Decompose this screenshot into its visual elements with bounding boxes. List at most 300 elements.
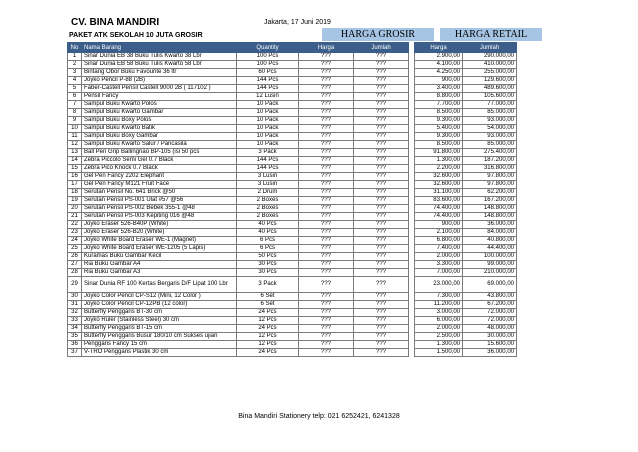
item-name: Serutan Pensil No. 641 Brick @50 [82, 189, 237, 197]
wholesale-total: ??? [354, 173, 409, 181]
header-wholesale-total: Jumlah [354, 43, 409, 53]
wholesale-total: ??? [354, 261, 409, 269]
table-row [68, 85, 517, 93]
retail-price: 4.100,00 [415, 61, 463, 69]
wholesale-total: ??? [354, 133, 409, 141]
table-row [68, 349, 517, 357]
wholesale-total: ??? [354, 317, 409, 325]
table-row [68, 253, 517, 261]
retail-total: 77.000,00 [463, 101, 517, 109]
table-row [68, 157, 517, 165]
item-quantity: 10 Pack [237, 117, 299, 125]
item-name: V-TRO Penggaris Plastik 30 cm [82, 349, 237, 357]
document-date: Jakarta, 17 Juni 2019 [264, 19, 331, 26]
retail-total: 44.400,00 [463, 245, 517, 253]
table-row [68, 309, 517, 317]
wholesale-total: ??? [354, 61, 409, 69]
retail-price: 32.600,00 [415, 181, 463, 189]
row-number: 11 [68, 133, 82, 141]
item-quantity: 144 Pcs [237, 85, 299, 93]
item-quantity: 100 Pcs [237, 61, 299, 69]
wholesale-price: ??? [299, 301, 354, 309]
retail-total: 255.000,00 [463, 69, 517, 77]
retail-price: 3.000,00 [415, 309, 463, 317]
row-number: 31 [68, 301, 82, 309]
wholesale-total: ??? [354, 253, 409, 261]
header-retail-total: Jumlah [463, 43, 517, 53]
retail-total: 167.200,00 [463, 197, 517, 205]
wholesale-price: ??? [299, 173, 354, 181]
item-name: Ria Buku Gambar A3 [82, 269, 237, 277]
wholesale-price: ??? [299, 205, 354, 213]
retail-price: 7.700,00 [415, 101, 463, 109]
item-name: Serutan Pensil PS-001 Ulat #57 @56 [82, 197, 237, 205]
retail-price: 2.000,00 [415, 253, 463, 261]
retail-price: 91.800,00 [415, 149, 463, 157]
retail-price: 3.400,00 [415, 85, 463, 93]
row-number: 29 [68, 277, 82, 293]
wholesale-price: ??? [299, 69, 354, 77]
wholesale-price: ??? [299, 85, 354, 93]
wholesale-total: ??? [354, 325, 409, 333]
row-number: 5 [68, 85, 82, 93]
retail-price: 4.250,00 [415, 69, 463, 77]
table-row [68, 53, 517, 61]
item-quantity: 2 Drum [237, 189, 299, 197]
retail-price: 6.000,00 [415, 317, 463, 325]
row-number: 24 [68, 237, 82, 245]
wholesale-total: ??? [354, 77, 409, 85]
item-quantity: 12 Pcs [237, 317, 299, 325]
wholesale-total: ??? [354, 245, 409, 253]
retail-total: 148.800,00 [463, 213, 517, 221]
wholesale-price: ??? [299, 261, 354, 269]
wholesale-price: ??? [299, 309, 354, 317]
retail-price: 2.100,00 [415, 229, 463, 237]
retail-total: 187.200,00 [463, 157, 517, 165]
item-quantity: 144 Pcs [237, 165, 299, 173]
item-quantity: 144 Pcs [237, 77, 299, 85]
wholesale-price: ??? [299, 93, 354, 101]
retail-price: 9.300,00 [415, 117, 463, 125]
row-number: 7 [68, 101, 82, 109]
retail-total: 48.000,00 [463, 325, 517, 333]
table-row [68, 77, 517, 85]
item-quantity: 40 Pcs [237, 221, 299, 229]
row-number: 23 [68, 229, 82, 237]
wholesale-price: ??? [299, 157, 354, 165]
wholesale-price: ??? [299, 237, 354, 245]
row-number: 26 [68, 253, 82, 261]
row-number: 15 [68, 165, 82, 173]
wholesale-price: ??? [299, 229, 354, 237]
table-row [68, 237, 517, 245]
row-number: 33 [68, 317, 82, 325]
retail-price: 2.000,00 [415, 325, 463, 333]
retail-price: 900,00 [415, 221, 463, 229]
table-row [68, 245, 517, 253]
row-number: 37 [68, 349, 82, 357]
retail-price: 1.500,00 [415, 349, 463, 357]
table-row [68, 101, 517, 109]
row-number: 35 [68, 333, 82, 341]
retail-total: 275.400,00 [463, 149, 517, 157]
retail-total: 85.000,00 [463, 141, 517, 149]
wholesale-price: ??? [299, 293, 354, 301]
wholesale-total: ??? [354, 309, 409, 317]
retail-total: 316.800,00 [463, 165, 517, 173]
item-quantity: 6 Set [237, 293, 299, 301]
wholesale-total: ??? [354, 85, 409, 93]
item-quantity: 2 Boxes [237, 197, 299, 205]
retail-total: 210.000,00 [463, 269, 517, 277]
item-name: Butterfly Penggaris BT-30 cm [82, 309, 237, 317]
item-quantity: 12 Lusin [237, 93, 299, 101]
item-quantity: 3 Lusin [237, 173, 299, 181]
wholesale-total: ??? [354, 109, 409, 117]
footer-contact: Bina Mandiri Stationery telp: 021 6252421, 6241328 [238, 413, 400, 420]
item-name: Butterfly Penggaris BT-15 cm [82, 325, 237, 333]
item-quantity: 12 Pcs [237, 341, 299, 349]
price-table [67, 42, 517, 357]
item-quantity: 144 Pcs [237, 157, 299, 165]
wholesale-total: ??? [354, 229, 409, 237]
wholesale-total: ??? [354, 333, 409, 341]
wholesale-price: ??? [299, 109, 354, 117]
table-row [68, 221, 517, 229]
row-number: 2 [68, 61, 82, 69]
retail-total: 97.800,00 [463, 181, 517, 189]
retail-total: 97.800,00 [463, 173, 517, 181]
wholesale-price-banner: HARGA GROSIR [322, 28, 434, 41]
wholesale-price: ??? [299, 181, 354, 189]
retail-total: 93.000,00 [463, 133, 517, 141]
retail-price: 900,00 [415, 77, 463, 85]
retail-price: 9.300,00 [415, 133, 463, 141]
item-name: Joyko Eraser 526-B40P (White) [82, 221, 237, 229]
wholesale-price: ??? [299, 341, 354, 349]
row-number: 17 [68, 181, 82, 189]
row-number: 21 [68, 213, 82, 221]
retail-total: 99.000,00 [463, 261, 517, 269]
row-number: 25 [68, 245, 82, 253]
wholesale-total: ??? [354, 341, 409, 349]
wholesale-total: ??? [354, 157, 409, 165]
table-row [68, 69, 517, 77]
header-wholesale-price: Harga [299, 43, 354, 53]
retail-price: 3.300,00 [415, 261, 463, 269]
item-name: Sampul Buku Kwarto Gambar [82, 109, 237, 117]
wholesale-total: ??? [354, 53, 409, 61]
item-name: Ria Buku Gambar A4 [82, 261, 237, 269]
item-quantity: 40 Pcs [237, 229, 299, 237]
wholesale-price: ??? [299, 53, 354, 61]
wholesale-total: ??? [354, 117, 409, 125]
wholesale-total: ??? [354, 237, 409, 245]
table-row [68, 325, 517, 333]
table-row [68, 317, 517, 325]
row-number: 22 [68, 221, 82, 229]
item-name: Serutan Pensil PS-003 Kepiting 016 @48 [82, 213, 237, 221]
retail-price: 8.500,00 [415, 141, 463, 149]
item-quantity: 10 Pack [237, 101, 299, 109]
item-name: Zebra Piccolo Semi Gel 0.7 Black [82, 157, 237, 165]
item-name: Sinar Dunia RF 100 Kertas Bergaris D/F Lipat 100 Lbr [82, 277, 237, 293]
wholesale-price: ??? [299, 101, 354, 109]
item-quantity: 30 Pcs [237, 269, 299, 277]
retail-price: 5.400,00 [415, 125, 463, 133]
row-number: 19 [68, 197, 82, 205]
row-number: 9 [68, 117, 82, 125]
retail-price: 74.400,00 [415, 205, 463, 213]
wholesale-total: ??? [354, 181, 409, 189]
wholesale-total: ??? [354, 301, 409, 309]
row-number: 10 [68, 125, 82, 133]
item-quantity: 2 Boxes [237, 213, 299, 221]
item-name: Bintang Obor Buku Favourite 36 ltr [82, 69, 237, 77]
retail-price: 2.500,00 [415, 333, 463, 341]
table-row [68, 125, 517, 133]
item-name: Pensil Fancy [82, 93, 237, 101]
retail-total: 290.000,00 [463, 53, 517, 61]
row-number: 34 [68, 325, 82, 333]
row-number: 30 [68, 293, 82, 301]
wholesale-price: ??? [299, 165, 354, 173]
table-row [68, 61, 517, 69]
table-row [68, 149, 517, 157]
item-quantity: 12 Pcs [237, 333, 299, 341]
item-name: Joyko White Board Eraser WE-1 (Magnet) [82, 237, 237, 245]
company-name: CV. BINA MANDIRI [71, 17, 160, 28]
item-quantity: 6 Pcs [237, 245, 299, 253]
item-quantity: 10 Pack [237, 141, 299, 149]
item-quantity: 2 Boxes [237, 205, 299, 213]
wholesale-total: ??? [354, 149, 409, 157]
retail-price: 1.300,00 [415, 341, 463, 349]
wholesale-total: ??? [354, 205, 409, 213]
row-number: 12 [68, 141, 82, 149]
row-number: 27 [68, 261, 82, 269]
row-number: 4 [68, 77, 82, 85]
item-name: Sampul Buku Boxy Gambar [82, 133, 237, 141]
item-quantity: 24 Pcs [237, 349, 299, 357]
wholesale-price: ??? [299, 213, 354, 221]
retail-total: 489.600,00 [463, 85, 517, 93]
table-row [68, 301, 517, 309]
row-number: 36 [68, 341, 82, 349]
item-name: Sampul Buku Boxy Polos [82, 117, 237, 125]
table-header-row [68, 43, 517, 53]
item-quantity: 10 Pack [237, 109, 299, 117]
item-quantity: 3 Pack [237, 149, 299, 157]
row-number: 32 [68, 309, 82, 317]
item-quantity: 50 Pcs [237, 253, 299, 261]
wholesale-total: ??? [354, 101, 409, 109]
wholesale-price: ??? [299, 197, 354, 205]
wholesale-price: ??? [299, 325, 354, 333]
row-number: 16 [68, 173, 82, 181]
item-name: Serutan Pensil PS-002 Bebek 355-1 @48 [82, 205, 237, 213]
table-row [68, 117, 517, 125]
item-quantity: 24 Pcs [237, 325, 299, 333]
table-row [68, 269, 517, 277]
retail-price: 7.400,00 [415, 245, 463, 253]
item-name: Zebra Pico Knock 0.7 Black [82, 165, 237, 173]
retail-total: 36.000,00 [463, 349, 517, 357]
header-quantity: Quantity [237, 43, 299, 53]
table-row [68, 141, 517, 149]
retail-price: 8.800,00 [415, 93, 463, 101]
wholesale-total: ??? [354, 125, 409, 133]
wholesale-price: ??? [299, 253, 354, 261]
item-name: Sinar Dunia EB 58 Buku Tulis Kwarto 58 Lbr [82, 61, 237, 69]
retail-total: 84.000,00 [463, 229, 517, 237]
retail-total: 69.000,00 [463, 277, 517, 293]
row-number: 6 [68, 93, 82, 101]
retail-price: 7.000,00 [415, 269, 463, 277]
retail-total: 410.000,00 [463, 61, 517, 69]
retail-total: 36.000,00 [463, 221, 517, 229]
item-name: Faber-Castell Pensil Castell 9000 2B ( 117102 ) [82, 85, 237, 93]
retail-total: 105.600,00 [463, 93, 517, 101]
wholesale-price: ??? [299, 317, 354, 325]
item-name: Joyko Ruler (Stainless Steel) 30 cm [82, 317, 237, 325]
item-quantity: 3 Pack [237, 277, 299, 293]
item-name: Kuramas Buku Gambar Kecil [82, 253, 237, 261]
table-row [68, 341, 517, 349]
retail-total: 62.200,00 [463, 189, 517, 197]
wholesale-total: ??? [354, 269, 409, 277]
item-quantity: 10 Pack [237, 125, 299, 133]
retail-total: 148.800,00 [463, 205, 517, 213]
item-name: Sampul Buku Kwarto Salur / Pancasila [82, 141, 237, 149]
wholesale-total: ??? [354, 197, 409, 205]
item-name: Sampul Buku Kwarto Polos [82, 101, 237, 109]
wholesale-total: ??? [354, 69, 409, 77]
table-row [68, 277, 517, 293]
item-name: Gel Pen Fancy 2202 Elephant [82, 173, 237, 181]
item-name: Butterfly Penggaris Busur 180/10 cm Sukses ujian [82, 333, 237, 341]
retail-price-banner: HARGA RETAIL [440, 28, 542, 41]
table-row [68, 293, 517, 301]
table-row [68, 181, 517, 189]
wholesale-price: ??? [299, 141, 354, 149]
retail-total: 100.000,00 [463, 253, 517, 261]
item-name: Sampul Buku Kwarto Batik [82, 125, 237, 133]
wholesale-total: ??? [354, 93, 409, 101]
row-number: 14 [68, 157, 82, 165]
retail-total: 43.800,00 [463, 293, 517, 301]
row-number: 1 [68, 53, 82, 61]
table-row [68, 109, 517, 117]
wholesale-price: ??? [299, 221, 354, 229]
header-item-name: Nama Barang [82, 43, 237, 53]
wholesale-price: ??? [299, 125, 354, 133]
wholesale-total: ??? [354, 221, 409, 229]
wholesale-price: ??? [299, 61, 354, 69]
wholesale-total: ??? [354, 141, 409, 149]
wholesale-total: ??? [354, 165, 409, 173]
item-quantity: 10 Pack [237, 133, 299, 141]
retail-price: 1.300,00 [415, 157, 463, 165]
table-row [68, 173, 517, 181]
retail-price: 23.000,00 [415, 277, 463, 293]
wholesale-price: ??? [299, 149, 354, 157]
item-quantity: 6 Set [237, 301, 299, 309]
wholesale-total: ??? [354, 189, 409, 197]
item-quantity: 6 Pcs [237, 237, 299, 245]
retail-total: 93.000,00 [463, 117, 517, 125]
table-row [68, 165, 517, 173]
retail-total: 15.600,00 [463, 341, 517, 349]
wholesale-price: ??? [299, 189, 354, 197]
table-row [68, 93, 517, 101]
retail-price: 74.400,00 [415, 213, 463, 221]
header-retail-price: Harga [415, 43, 463, 53]
wholesale-price: ??? [299, 333, 354, 341]
wholesale-total: ??? [354, 349, 409, 357]
retail-total: 129.600,00 [463, 77, 517, 85]
table-row [68, 205, 517, 213]
wholesale-price: ??? [299, 277, 354, 293]
wholesale-total: ??? [354, 213, 409, 221]
retail-total: 67.200,00 [463, 301, 517, 309]
item-name: Joyko White Board Eraser WE-1205 (5 Lapis) [82, 245, 237, 253]
table-row [68, 133, 517, 141]
retail-price: 2.200,00 [415, 165, 463, 173]
retail-total: 40.800,00 [463, 237, 517, 245]
retail-total: 85.000,00 [463, 109, 517, 117]
retail-price: 8.500,00 [415, 109, 463, 117]
item-quantity: 100 Pcs [237, 53, 299, 61]
row-number: 20 [68, 205, 82, 213]
item-quantity: 24 Pcs [237, 309, 299, 317]
table-row [68, 229, 517, 237]
retail-total: 72.000,00 [463, 309, 517, 317]
wholesale-price: ??? [299, 245, 354, 253]
retail-price: 11.200,00 [415, 301, 463, 309]
retail-price: 31.100,00 [415, 189, 463, 197]
item-name: Joyko Color Pencil CP-12PB (12 color) [82, 301, 237, 309]
item-name: Penggaris Fancy 15 cm [82, 341, 237, 349]
table-row [68, 189, 517, 197]
wholesale-price: ??? [299, 269, 354, 277]
item-name: Gel Pen Fancy M121 Fruit Face [82, 181, 237, 189]
retail-price: 83.600,00 [415, 197, 463, 205]
item-name: Joyko Color Pencil CP-S12 (Mini, 12 Color ) [82, 293, 237, 301]
package-title: PAKET ATK SEKOLAH 10 JUTA GROSIR [69, 32, 203, 39]
wholesale-price: ??? [299, 77, 354, 85]
row-number: 18 [68, 189, 82, 197]
item-name: Ball Pen Grip Ballingriao BP-105 (isi 50 pcs [82, 149, 237, 157]
retail-price: 2.900,00 [415, 53, 463, 61]
table-row [68, 213, 517, 221]
wholesale-price: ??? [299, 133, 354, 141]
item-quantity: 3 Lusin [237, 181, 299, 189]
item-name: Joyko Pencil P-88 (2B) [82, 77, 237, 85]
row-number: 8 [68, 109, 82, 117]
row-number: 3 [68, 69, 82, 77]
wholesale-total: ??? [354, 293, 409, 301]
retail-total: 72.000,00 [463, 317, 517, 325]
retail-total: 54.000,00 [463, 125, 517, 133]
retail-price: 7.300,00 [415, 293, 463, 301]
row-number: 13 [68, 149, 82, 157]
item-quantity: 60 Pcs [237, 69, 299, 77]
row-number: 28 [68, 269, 82, 277]
wholesale-price: ??? [299, 349, 354, 357]
header-no: No [68, 43, 82, 53]
